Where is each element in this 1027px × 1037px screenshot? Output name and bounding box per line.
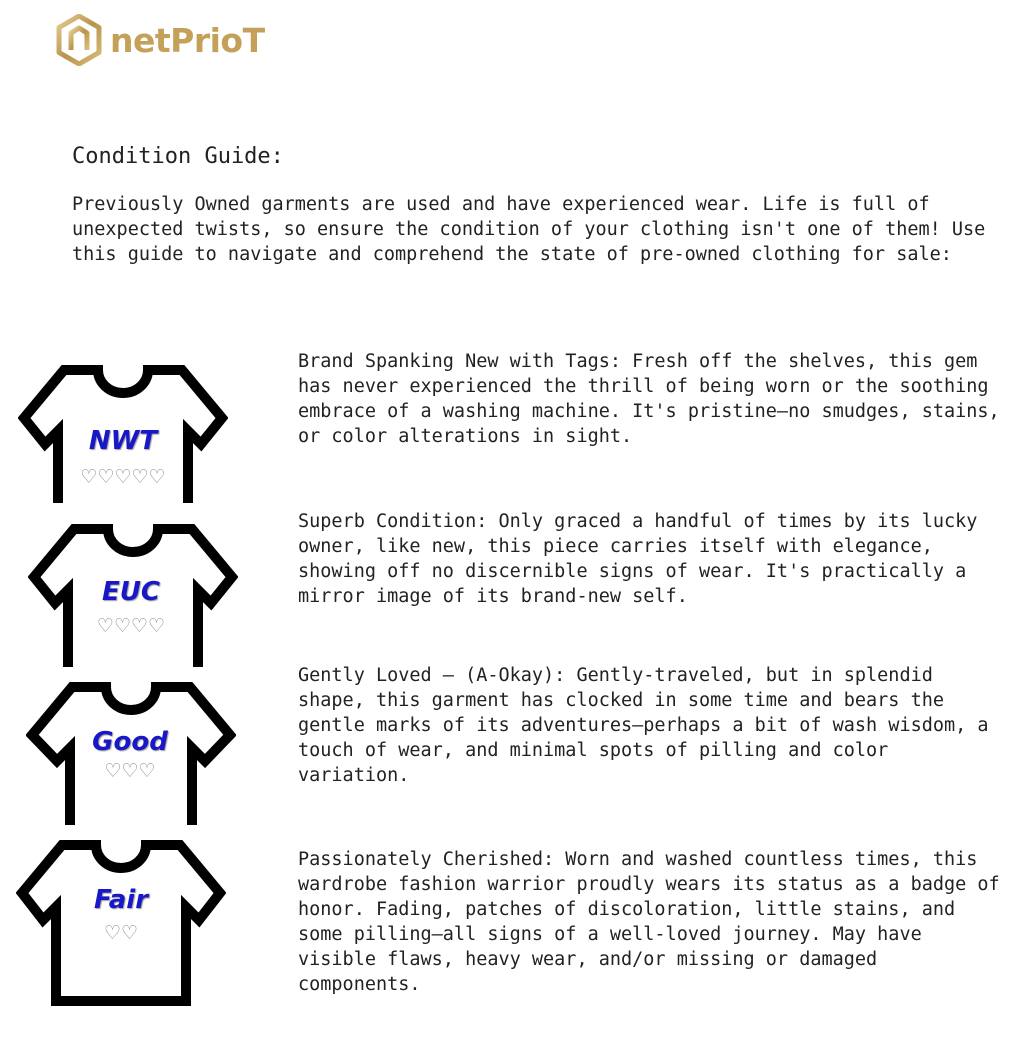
condition-label: Fair — [93, 885, 149, 915]
condition-label: EUC — [102, 577, 160, 607]
heart-rating: ♡♡♡♡ — [96, 615, 166, 637]
brand-logo[interactable] — [56, 14, 265, 66]
heart-rating: ♡♡ — [103, 922, 139, 944]
page-title: Condition Guide: — [72, 144, 284, 169]
brand-name: netPrioT — [110, 20, 265, 60]
tshirt-icon — [18, 362, 228, 510]
condition-label: Good — [92, 727, 168, 757]
heart-rating: ♡♡♡♡♡ — [80, 466, 166, 488]
tshirt-icon — [28, 521, 238, 669]
condition-description: Superb Condition: Only graced a handful of times by its lucky owner, like new, this piece carries itself with elegance, showing off no discernible signs of wear. It's practically a mirror image of its brand-new self. — [298, 511, 978, 607]
intro-paragraph: Previously Owned garments are used and have experienced wear. Life is full of unexpected twists, so ensure the condition of your clothing isn't one of them! Use this guide to navigate and comprehend the state of pre-owned clothing for sale: — [72, 194, 986, 265]
condition-description: Passionately Cherished: Worn and washed countless times, this wardrobe fashion warrior proudly wears its status as a badge of honor. Fading, patches of discoloration, little stains, and some pilling—all signs of a well-loved journey. May have visible flaws, heavy wear, and/or missing or damaged components. — [298, 849, 1000, 995]
tshirt-icon — [26, 679, 236, 827]
condition-description: Brand Spanking New with Tags: Fresh off the shelves, this gem has never experienced the thrill of being worn or the soothing embrace of a washing machine. It's pristine—no smudges, stains, or color alterations in sight. — [298, 351, 1000, 447]
tshirt-icon — [16, 837, 226, 1007]
hexagon-logo-icon — [56, 14, 102, 66]
condition-label: NWT — [88, 426, 158, 456]
heart-rating: ♡♡♡ — [104, 760, 156, 782]
condition-description: Gently Loved – (A-Okay): Gently-traveled, but in splendid shape, this garment has clocked in some time and bears the gentle marks of its adventures—perhaps a bit of wash wisdom, a touch of wear, and minimal spots of pilling and color variation. — [298, 665, 989, 786]
